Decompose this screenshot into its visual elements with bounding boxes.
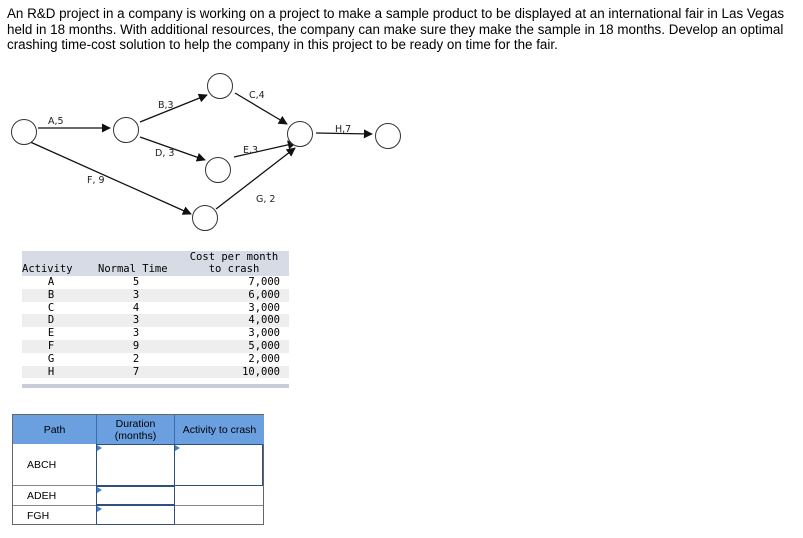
header-duration: Duration (months) (97, 415, 175, 444)
header-cost-line1: Cost per month (189, 251, 279, 263)
activity-cell: F (47, 339, 55, 352)
path-fgh: FGH (27, 510, 50, 522)
label-e: E,3 (243, 145, 259, 156)
normal-time-cell: 5 (132, 276, 140, 288)
activity-column (22, 276, 80, 378)
problem-statement: An R&D project in a company is working on a project to make a sample product to be displayed at an international fair in Las Vegas held in 18 months. With additional resources, the company can make sure they make the sample in 18 months. Develop an optimal crashing time-cost solution to help the company in this project to be ready on time for the fair. (7, 6, 785, 52)
activity-cell: H (47, 365, 55, 378)
path-abch: ABCH (27, 459, 57, 471)
cost-cell: 7,000 (248, 276, 280, 288)
activity-input-abch[interactable] (174, 444, 263, 486)
activity-cell: C (47, 301, 55, 314)
node-4 (205, 157, 231, 183)
normal-time-cell: 7 (132, 365, 140, 378)
node-7 (375, 123, 401, 149)
node-5 (287, 121, 313, 147)
duration-input-fgh[interactable] (96, 505, 175, 525)
duration-input-abch[interactable] (96, 444, 175, 486)
activity-cell: B (47, 288, 55, 301)
label-g: G, 2 (256, 194, 276, 205)
activity-cell: E (47, 327, 55, 340)
header-cost-line2: to crash (208, 263, 260, 275)
header-activity: Activity (22, 263, 73, 275)
cost-cell: 4,000 (248, 314, 280, 327)
cost-column (186, 276, 280, 378)
normal-time-cell: 9 (132, 339, 140, 352)
activity-table (22, 251, 289, 391)
label-f: F, 9 (87, 175, 105, 186)
node-3 (207, 73, 233, 99)
node-6 (192, 205, 218, 231)
normal-time-cell: 4 (132, 301, 140, 314)
cost-cell: 10,000 (242, 365, 280, 378)
header-activity-to-crash: Activity to crash (175, 415, 264, 444)
normal-time-cell: 3 (132, 314, 140, 327)
table-bottom-rule (22, 384, 289, 388)
cost-cell: 5,000 (248, 339, 280, 352)
answer-table (12, 414, 264, 525)
label-h: H,7 (335, 124, 352, 135)
duration-input-adeh[interactable] (96, 486, 175, 505)
header-path: Path (13, 415, 97, 444)
normal-time-cell: 2 (132, 352, 140, 365)
label-a: A,5 (48, 116, 64, 127)
cost-cell: 3,000 (248, 327, 280, 340)
header-normal-time: Normal Time (98, 263, 168, 275)
activity-cell: D (47, 314, 55, 327)
normal-time-cell: 3 (132, 288, 140, 301)
label-b: B,3 (158, 100, 174, 111)
normal-time-cell: 3 (132, 327, 140, 340)
activity-cell: A (47, 276, 55, 288)
cost-cell: 6,000 (248, 288, 280, 301)
node-2 (113, 117, 139, 143)
cost-cell: 2,000 (248, 352, 280, 365)
activity-cell: G (47, 352, 55, 365)
cost-cell: 3,000 (248, 301, 280, 314)
normal-time-column (98, 276, 174, 378)
label-c: C,4 (249, 90, 265, 101)
node-1 (11, 119, 37, 145)
path-adeh: ADEH (27, 490, 57, 502)
label-d: D, 3 (155, 148, 175, 159)
